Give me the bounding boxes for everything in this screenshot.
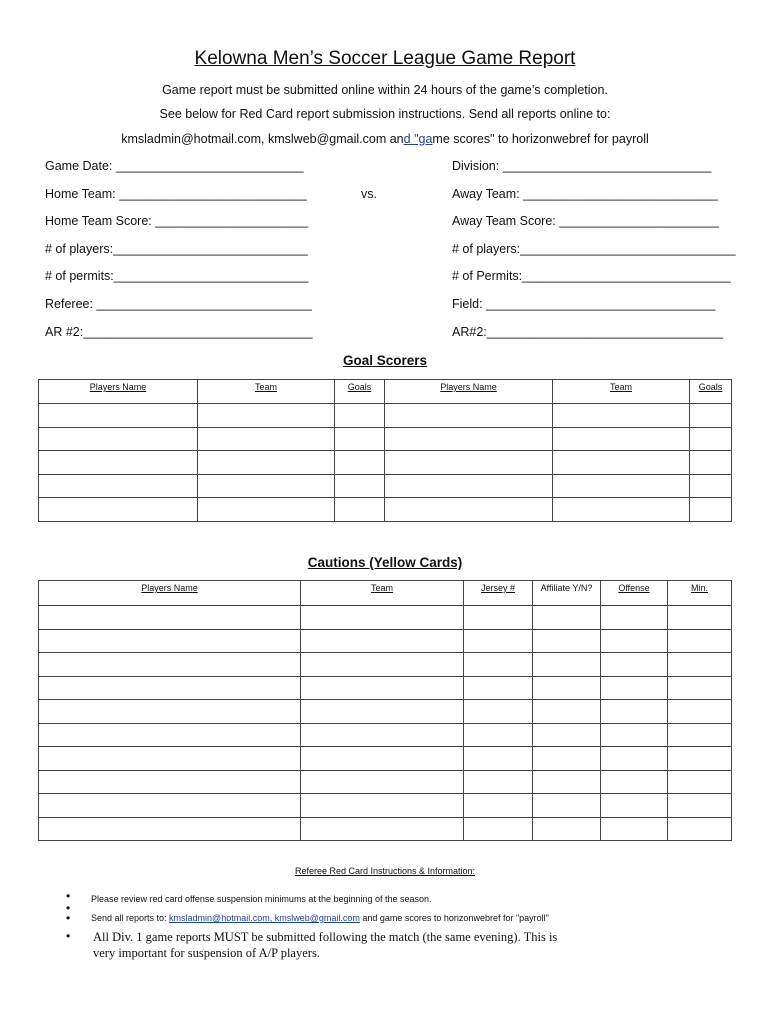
table-cell[interactable]: [39, 606, 301, 630]
table-cell[interactable]: [601, 653, 668, 677]
column-header: Affiliate Y/N?: [533, 581, 601, 606]
table-cell[interactable]: [601, 723, 668, 747]
table-cell[interactable]: [690, 404, 732, 428]
table-cell[interactable]: [39, 770, 301, 794]
table-cell[interactable]: [668, 653, 732, 677]
cautions-table: [38, 580, 732, 841]
table-cell[interactable]: [553, 427, 690, 451]
column-header: Goals: [335, 380, 385, 404]
column-header: Offense: [601, 581, 668, 606]
table-row: [39, 676, 732, 700]
table-cell[interactable]: [39, 747, 301, 771]
table-cell[interactable]: [39, 794, 301, 818]
table-row: [39, 817, 732, 841]
table-cell[interactable]: [335, 404, 385, 428]
table-cell[interactable]: [668, 747, 732, 771]
home-team-field[interactable]: Home Team: ___________________________: [45, 187, 307, 201]
bullet-icon: •: [66, 901, 71, 915]
table-cell[interactable]: [668, 700, 732, 724]
home-permits-field[interactable]: # of permits:____________________________: [45, 269, 309, 283]
table-cell[interactable]: [464, 723, 533, 747]
table-row: [39, 606, 732, 630]
bullet-div1-reports: [93, 929, 557, 961]
table-cell[interactable]: [533, 606, 601, 630]
table-row: [39, 700, 732, 724]
table-cell[interactable]: [301, 794, 464, 818]
table-cell[interactable]: [601, 676, 668, 700]
home-players-field[interactable]: # of players:____________________________: [45, 242, 308, 256]
intro-line-2: See below for Red Card report submission instructions. Send all reports online to:: [159, 107, 611, 121]
table-cell[interactable]: [198, 498, 335, 522]
table-row: [39, 427, 732, 451]
away-permits-field[interactable]: # of Permits:______________________________: [452, 269, 731, 283]
table-row: [39, 723, 732, 747]
table-row: [39, 747, 732, 771]
table-row: [39, 451, 732, 475]
table-cell[interactable]: [39, 404, 198, 428]
table-cell[interactable]: [198, 451, 335, 475]
table-cell[interactable]: [301, 700, 464, 724]
column-header: Team: [198, 380, 335, 404]
table-cell[interactable]: [464, 747, 533, 771]
table-cell[interactable]: [301, 606, 464, 630]
table-cell[interactable]: [39, 700, 301, 724]
ar1-field[interactable]: AR #2:_________________________________: [45, 325, 313, 339]
table-cell[interactable]: [39, 498, 198, 522]
table-cell[interactable]: [690, 451, 732, 475]
table-cell[interactable]: [533, 747, 601, 771]
home-score-field[interactable]: Home Team Score: ______________________: [45, 214, 309, 228]
send-reports-prefix: Send all reports to:: [91, 913, 170, 923]
column-header: Players Name: [385, 380, 553, 404]
table-cell[interactable]: [533, 629, 601, 653]
table-cell[interactable]: [690, 427, 732, 451]
table-cell[interactable]: [601, 606, 668, 630]
table-header-row: [39, 581, 732, 606]
bullet-review-red-card: Please review red card offense suspension minimums at the beginning of the season.: [91, 894, 432, 904]
intro-line-3: [0, 132, 770, 146]
email-links[interactable]: kmsladmin@hotmail.com, kmslweb@gmail.com: [169, 913, 360, 923]
table-cell[interactable]: [198, 404, 335, 428]
table-cell[interactable]: [385, 474, 553, 498]
table-cell[interactable]: [601, 770, 668, 794]
table-row: [39, 653, 732, 677]
table-cell[interactable]: [385, 498, 553, 522]
table-cell[interactable]: [39, 817, 301, 841]
field-location-field[interactable]: Field: _________________________________: [452, 297, 716, 311]
away-team-field[interactable]: Away Team: ____________________________: [452, 187, 718, 201]
table-cell[interactable]: [668, 817, 732, 841]
ar2-field[interactable]: AR#2:__________________________________: [452, 325, 724, 339]
page-title: Kelowna Men’s Soccer League Game Report: [194, 48, 576, 69]
table-cell[interactable]: [668, 794, 732, 818]
away-players-field[interactable]: # of players:_______________________________: [452, 242, 736, 256]
intro-line-1: Game report must be submitted online within 24 hours of the game’s completion.: [162, 83, 608, 97]
table-cell[interactable]: [301, 723, 464, 747]
goal-scorers-heading: Goal Scorers: [342, 353, 428, 368]
send-reports-suffix: and game scores to horizonwebref for "payroll": [359, 913, 549, 923]
table-cell[interactable]: [335, 474, 385, 498]
table-cell[interactable]: [601, 794, 668, 818]
div1-line-2: very important for suspension of A/P players.: [93, 946, 320, 960]
table-row: [39, 629, 732, 653]
intro-underlined-fragment: d "ga: [403, 132, 433, 146]
table-cell[interactable]: [464, 817, 533, 841]
table-row: [39, 498, 732, 522]
bullet-send-reports: [91, 913, 549, 923]
table-cell[interactable]: [690, 498, 732, 522]
intro-payroll: me scores" to horizonwebref for payroll: [432, 132, 649, 146]
column-header: Players Name: [39, 380, 198, 404]
div1-line-1: All Div. 1 game reports MUST be submitted following the match (the same evening). This is: [93, 930, 558, 944]
table-cell[interactable]: [385, 404, 553, 428]
cautions-heading: Cautions (Yellow Cards): [307, 555, 463, 570]
bullet-icon: •: [66, 889, 71, 903]
column-header: Team: [301, 581, 464, 606]
table-header-row: [39, 380, 732, 404]
away-score-field[interactable]: Away Team Score: _______________________: [452, 214, 720, 228]
goal-scorers-table: [38, 379, 732, 522]
table-cell[interactable]: [39, 723, 301, 747]
table-cell[interactable]: [668, 676, 732, 700]
table-cell[interactable]: [464, 794, 533, 818]
intro-emails: kmsladmin@hotmail.com, kmslweb@gmail.com an: [121, 132, 404, 146]
column-header: Jersey #: [464, 581, 533, 606]
table-cell[interactable]: [690, 474, 732, 498]
table-cell[interactable]: [464, 700, 533, 724]
table-cell[interactable]: [464, 770, 533, 794]
division-field[interactable]: Division: ______________________________: [452, 159, 712, 173]
table-cell[interactable]: [533, 700, 601, 724]
table-cell[interactable]: [39, 629, 301, 653]
bullet-icon: •: [66, 911, 71, 925]
table-cell[interactable]: [385, 427, 553, 451]
column-header: Min.: [668, 581, 732, 606]
referee-field[interactable]: Referee: _______________________________: [45, 297, 312, 311]
table-cell[interactable]: [301, 747, 464, 771]
table-cell[interactable]: [601, 629, 668, 653]
table-cell[interactable]: [464, 606, 533, 630]
table-cell[interactable]: [39, 653, 301, 677]
table-cell[interactable]: [668, 606, 732, 630]
table-cell[interactable]: [301, 770, 464, 794]
table-cell[interactable]: [533, 676, 601, 700]
table-cell[interactable]: [385, 451, 553, 475]
table-row: [39, 474, 732, 498]
table-cell[interactable]: [39, 676, 301, 700]
referee-info-heading: Referee Red Card Instructions & Information:: [294, 866, 476, 876]
table-cell[interactable]: [198, 427, 335, 451]
table-cell[interactable]: [39, 451, 198, 475]
table-cell[interactable]: [601, 747, 668, 771]
table-cell[interactable]: [553, 474, 690, 498]
table-cell[interactable]: [533, 723, 601, 747]
table-row: [39, 404, 732, 428]
table-cell[interactable]: [668, 629, 732, 653]
table-cell[interactable]: [198, 474, 335, 498]
table-cell[interactable]: [301, 653, 464, 677]
table-cell[interactable]: [601, 817, 668, 841]
table-cell[interactable]: [601, 700, 668, 724]
table-cell[interactable]: [301, 817, 464, 841]
table-cell[interactable]: [39, 474, 198, 498]
bullet-icon: •: [66, 929, 71, 943]
table-cell[interactable]: [533, 653, 601, 677]
column-header: Team: [553, 380, 690, 404]
table-cell[interactable]: [39, 427, 198, 451]
column-header: Players Name: [39, 581, 301, 606]
table-cell[interactable]: [464, 653, 533, 677]
table-cell[interactable]: [533, 817, 601, 841]
table-cell[interactable]: [533, 794, 601, 818]
game-date-field[interactable]: Game Date: ___________________________: [45, 159, 304, 173]
table-cell[interactable]: [335, 427, 385, 451]
table-row: [39, 770, 732, 794]
table-cell[interactable]: [335, 498, 385, 522]
table-cell[interactable]: [301, 629, 464, 653]
table-cell[interactable]: [464, 629, 533, 653]
table-cell[interactable]: [668, 723, 732, 747]
column-header: Goals: [690, 380, 732, 404]
table-cell[interactable]: [301, 676, 464, 700]
table-cell[interactable]: [668, 770, 732, 794]
table-cell[interactable]: [553, 404, 690, 428]
vs-label: vs.: [361, 187, 377, 201]
table-cell[interactable]: [553, 451, 690, 475]
table-row: [39, 794, 732, 818]
table-cell[interactable]: [335, 451, 385, 475]
table-cell[interactable]: [464, 676, 533, 700]
table-cell[interactable]: [533, 770, 601, 794]
table-cell[interactable]: [553, 498, 690, 522]
